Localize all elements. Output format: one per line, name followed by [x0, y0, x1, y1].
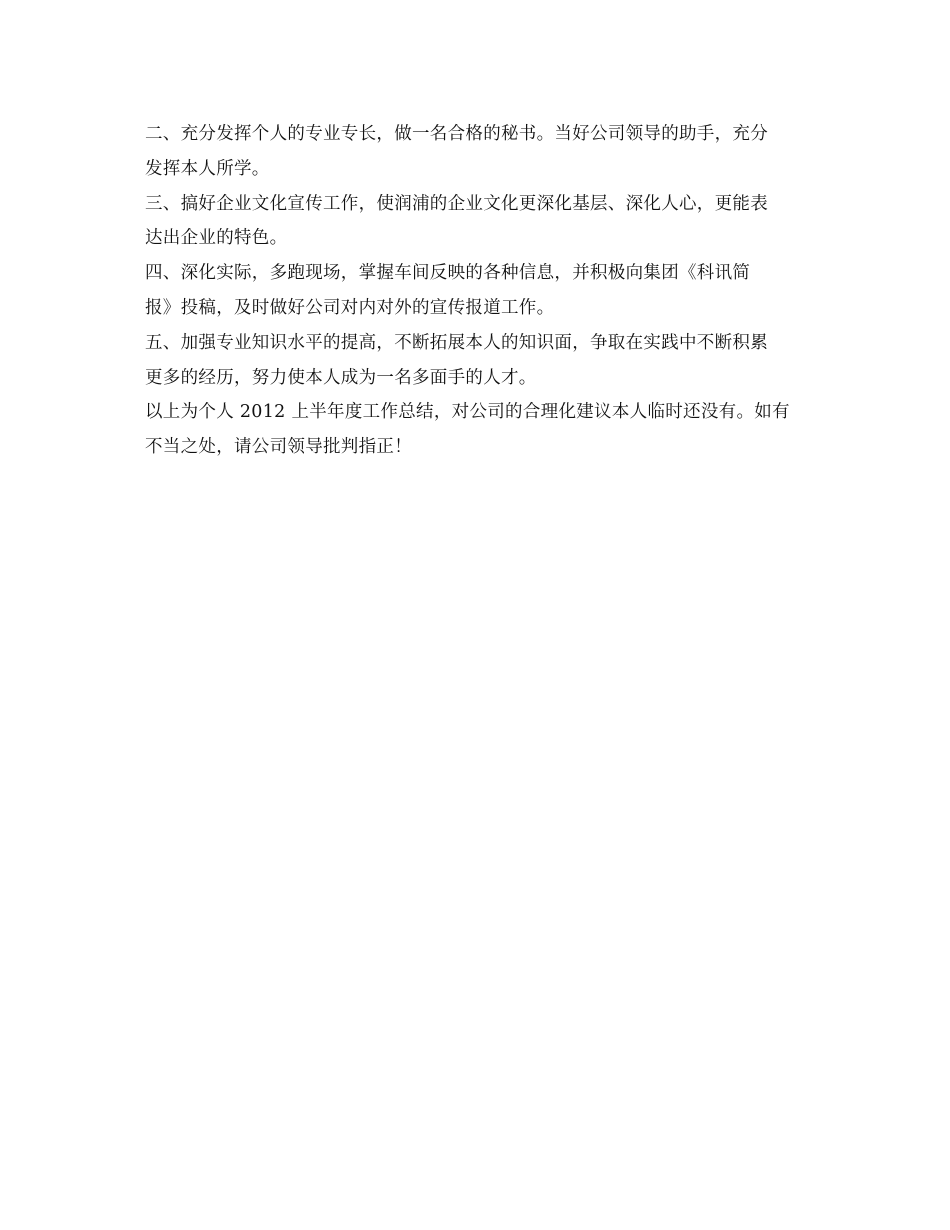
paragraph-line: 发挥本人所学。: [145, 158, 270, 179]
paragraph-line: 四、深化实际，多跑现场，掌握车间反映的各种信息，并积极向集团《科讯简: [145, 263, 751, 284]
paragraph-4: [145, 256, 810, 326]
paragraph-line: 达出企业的特色。: [145, 228, 288, 249]
paragraph-line: 报》投稿，及时做好公司对内对外的宣传报道工作。: [145, 297, 555, 318]
closing-paragraph: [145, 395, 810, 465]
paragraph-line: 五、加强专业知识水平的提高，不断拓展本人的知识面，争取在实践中不断积累: [145, 332, 768, 353]
paragraph-line: 三、搞好企业文化宣传工作，使润浦的企业文化更深化基层、深化人心，更能表: [145, 193, 768, 214]
paragraph-5: [145, 326, 810, 396]
paragraph-line: 以上为个人 2012 上半年度工作总结，对公司的合理化建议本人临时还没有。如有: [145, 402, 790, 423]
paragraph-line: 不当之处，请公司领导批判指正！: [145, 437, 412, 458]
document-body: [145, 117, 810, 465]
paragraph-2: [145, 117, 810, 187]
paragraph-line: 二、充分发挥个人的专业专长，做一名合格的秘书。当好公司领导的助手，充分: [145, 124, 768, 144]
paragraph-3: [145, 187, 810, 257]
paragraph-line: 更多的经历，努力使本人成为一名多面手的人才。: [145, 367, 537, 388]
